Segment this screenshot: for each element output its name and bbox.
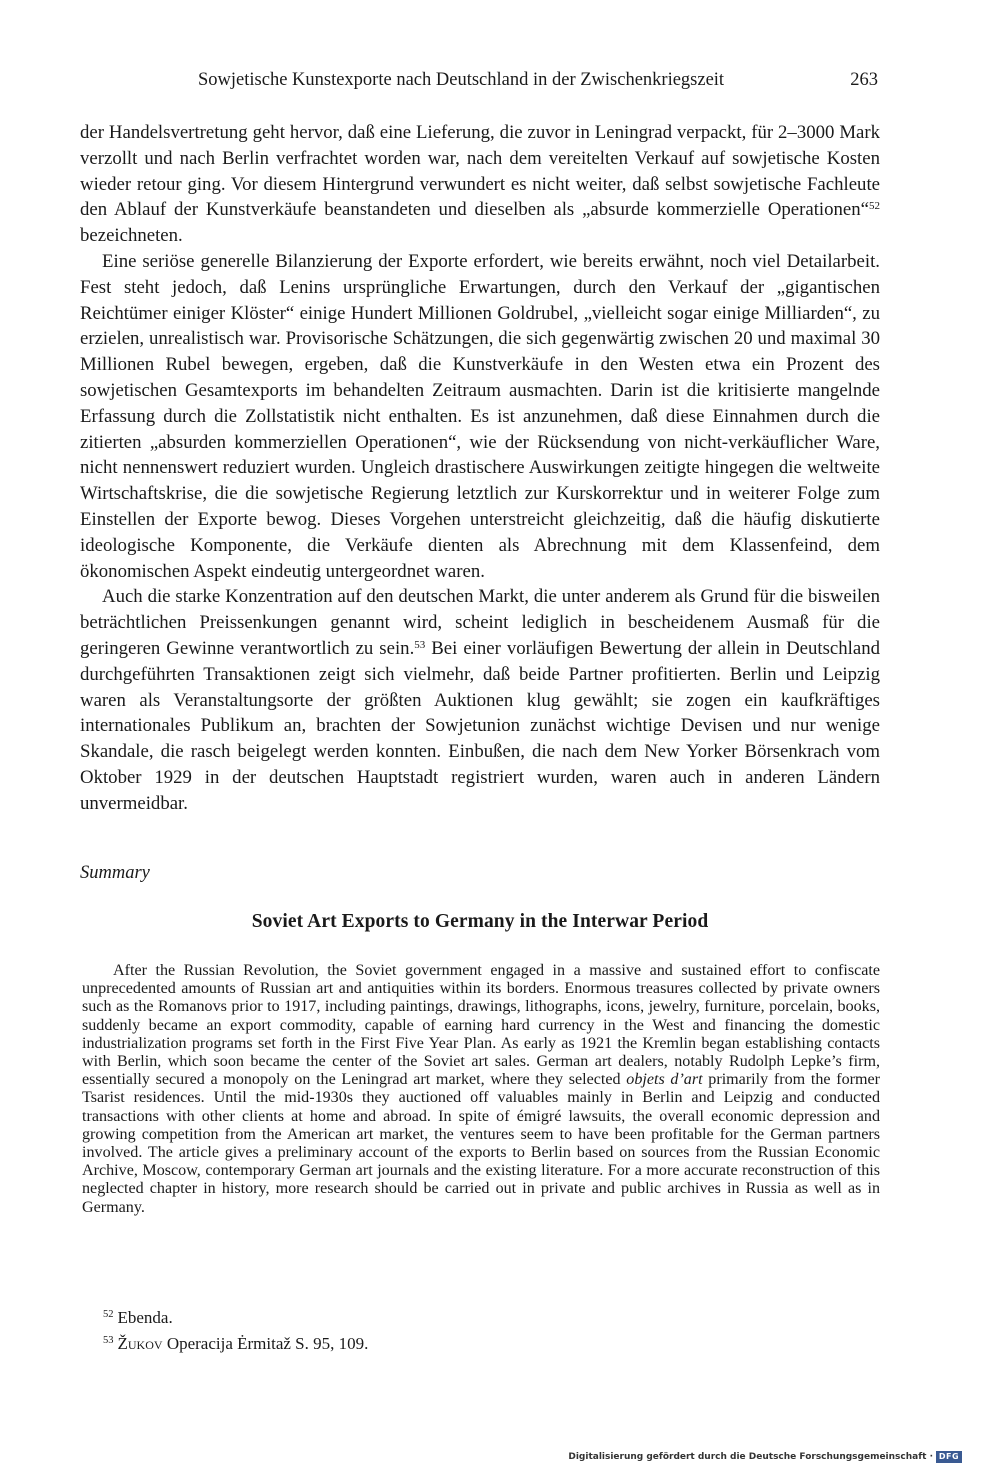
footnote-number: 53	[103, 1335, 114, 1346]
paragraph-3-text-b: Bei einer vorläufigen Bewertung der allein in Deutschland durchgeführten Transaktionen zeigt sich vielmehr, daß beide Partner profitierten. Berlin und Leipzig waren als Veranstaltungsorte der größten Auktionen klug gewählt; sie zogen ein kaufkräftiges internationales Publikum an, brachten der Sowjetunion zunächst wichtige Devisen und nur wenige Skandale, die rasch beigelegt werden konnten. Einbußen, die nach dem New Yorker Börsenkrach vom Oktober 1929 in der deutschen Hauptstadt registriert wurden, waren auch in anderen Ländern unvermeidbar.	[80, 637, 880, 814]
footnote-ref-53[interactable]: 53	[414, 638, 426, 651]
digitization-credit	[568, 1451, 962, 1463]
footnote-ref-52[interactable]: 52	[869, 200, 880, 213]
footnote-53	[103, 1334, 803, 1360]
paragraph-3-text-a: Auch die starke Konzentration auf den deutschen Markt, die unter anderem als Grund für die bisweilen beträchtlichen Preissenkungen genannt wird, scheint lediglich in bescheidenem Ausmaß für die geringeren Gewinne verantwortlich zu sein.	[80, 586, 880, 659]
running-header	[80, 70, 880, 96]
footnote-52	[103, 1308, 803, 1334]
paragraph-1	[80, 120, 880, 249]
abstract-text-a: After the Russian Revolution, the Soviet government engaged in a massive and sustained effort to confiscate unprecedented amounts of Russian art and antiquities within its borders. Enormous treasures collected by private owners such as the Romanovs prior to 1917, including paintings, drawings, lithographs, icons, jewelry, furniture, porcelain, books, suddenly became an export commodity, capable of earning hard currency in the West and financing the domestic industrialization programs set forth in the First Five Year Plan. As early as 1921 the Kremlin began establishing contacts with Berlin, which soon became the center of the Soviet art sales. German art dealers, notably Rudolph Lepke’s firm, essentially secured a monopoly on the Leningrad art market, where they selected	[82, 962, 880, 1089]
page-number: 263	[850, 70, 878, 90]
footnote-author: Žukov	[117, 1334, 163, 1353]
body-text	[80, 120, 880, 817]
abstract-text-b: primarily from the former Tsarist residences. Until the mid-1930s they auctioned off valuables mainly in Berlin and Leipzig and conducted transactions with other clients at home and abroad. In spite of émigré lawsuits, the overall economic depression and growing competition from the American art market, the ventures seem to have been profitable for the German partners involved. The article gives a preliminary account of the exports to Berlin based on sources from the Russian Economic Archive, Moscow, contemporary German art journals and the existing literature. For a more accurate reconstruction of this neglected chapter in history, more research should be carried out in private and public archives in Russia as well as in Germany.	[82, 1071, 880, 1216]
footnote-text: Ebenda.	[117, 1308, 173, 1327]
footnotes	[103, 1308, 803, 1360]
paragraph-1-text-b: bezeichneten.	[80, 225, 183, 247]
abstract	[82, 962, 880, 1217]
dfg-logo-icon: DFG	[936, 1451, 962, 1463]
abstract-italic-term: objets d’art	[626, 1071, 703, 1089]
paragraph-3	[80, 584, 880, 816]
running-title: Sowjetische Kunstexporte nach Deutschland in der Zwischenkriegszeit	[198, 70, 725, 90]
footnote-text: Operacija Ėrmitaž S. 95, 109.	[162, 1334, 369, 1353]
summary-title: Soviet Art Exports to Germany in the Interwar Period	[251, 911, 709, 932]
paragraph-2: Eine seriöse generelle Bilanzierung der Exporte erfordert, wie bereits erwähnt, noch viel Detailarbeit. Fest steht jedoch, daß Lenins ursprüngliche Erwartungen, durch den Verkauf der „gigantischen Reichtümer einiger Klöster“ einige Hundert Millionen Goldrubel, „vielleicht sogar einige Milliarden“, zu erzielen, unrealistisch war. Provisorische Schätzungen, die sich gegenwärtig zwischen 20 und maximal 30 Millionen Rubel bewegen, ergeben, daß die Kunstverkäufe in den Westen etwa ein Prozent des sowjetischen Gesamtexports im behandelten Zeitraum ausmachten. Darin ist die kritisierte mangelnde Erfassung durch die Zollstatistik nicht enthalten. Es ist anzunehmen, daß diese Einnahmen durch die zitierten „absurden kommerziellen Operationen“, wie der Rücksendung von nicht-verkäuflicher Ware, nicht nennenswert reduziert wurden. Ungleich drastischere Auswirkungen zeitigte hingegen die weltweite Wirtschaftskrise, die die sowjetische Regierung letztlich zur Kurskorrektur und in weiterer Folge zum Einstellen der Exporte bewog. Dieses Vorgehen unterstreicht gleichzeitig, daß die häufig diskutierte ideologische Komponente, die Verkäufe dienten als Abrechnung mit dem Klassenfeind, dem ökonomischen Aspekt eindeutig untergeordnet waren.	[80, 250, 880, 582]
summary-label: Summary	[80, 863, 150, 883]
footnote-number: 52	[103, 1309, 114, 1320]
paragraph-1-text-a: der Handelsvertretung geht hervor, daß eine Lieferung, die zuvor in Leningrad verpackt, für 2–3000 Mark verzollt und nach Berlin verfrachtet worden war, nach dem vereitelten Verkauf auf sowjetische Kosten wieder retour ging. Vor diesem Hintergrund verwundert es nicht weiter, daß selbst sowjetische Fachleute den Ablauf der Kunstverkäufe beanstandeten und dieselben als „absurde kommerzielle Operationen“	[80, 122, 880, 221]
credit-text: Digitalisierung gefördert durch die Deutsche Forschungsgemeinschaft ·	[568, 1452, 933, 1462]
